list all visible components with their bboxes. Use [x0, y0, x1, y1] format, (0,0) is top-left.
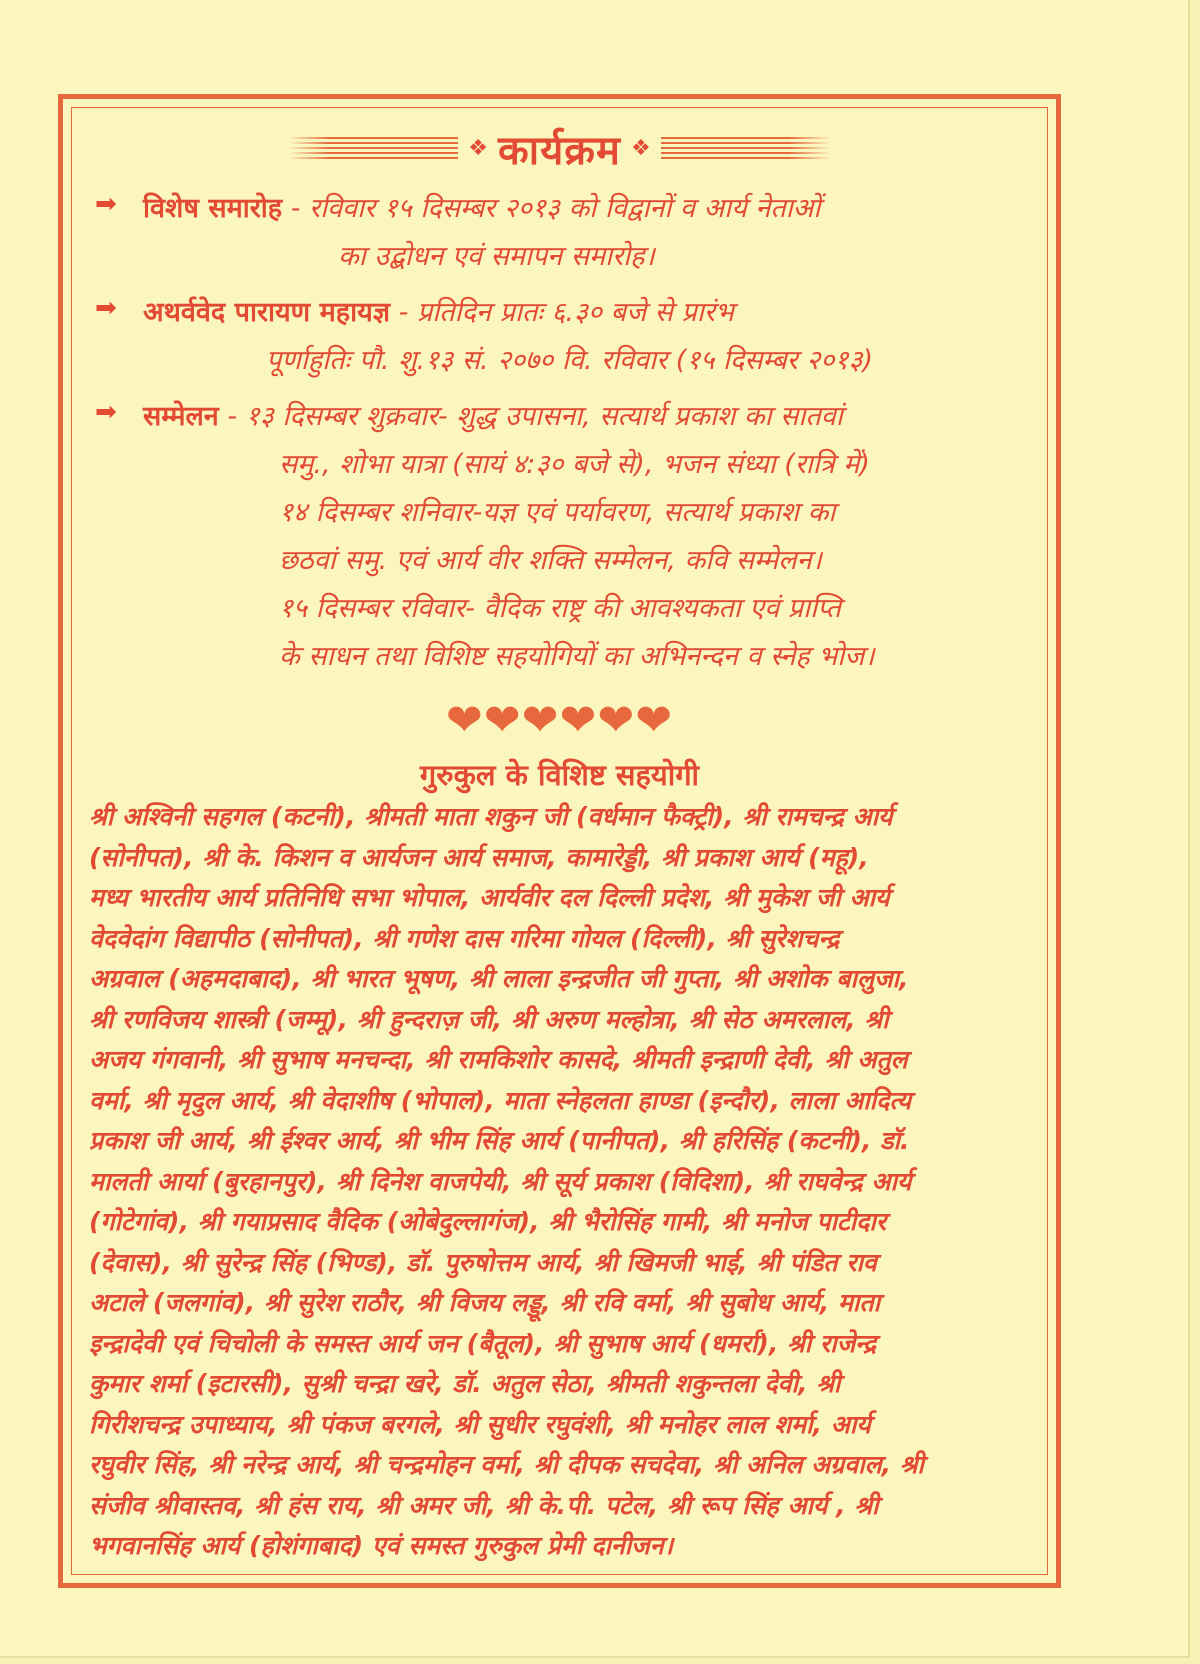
supporters-line: श्री अश्विनी सहगल (कटनी), श्रीमती माता शकुन जी (वर्धमान फैक्ट्री), श्री रामचन्द्र आर्य — [89, 802, 893, 831]
program-title: कार्यक्रम — [498, 127, 621, 174]
supporters-line: वर्मा, श्री मृदुल आर्य, श्री वेदाशीष (भोपाल), माता स्नेहलता हाण्डा (इन्दौर), लाला आदित्य — [89, 1085, 912, 1115]
supporters-list — [81, 797, 1038, 1567]
decorative-rule-left — [288, 137, 458, 159]
arrow-icon: ➡ — [95, 293, 117, 323]
arrow-icon: ➡ — [95, 189, 117, 219]
supporters-line: अग्रवाल (अहमदाबाद), श्री भारत भूषण, श्री लाला इन्द्रजीत जी गुप्ता, श्री अशोक बालुजा, — [89, 964, 909, 993]
program-item-sammelan — [81, 393, 1038, 681]
supporters-line: प्रकाश जी आर्य, श्री ईश्वर आर्य, श्री भीम सिंह आर्य (पानीपत), श्री हरिसिंह (कटनी), डॉ. — [89, 1126, 910, 1155]
supporters-line: वेदवेदांग विद्यापीठ (सोनीपत), श्री गणेश दास गरिमा गोयल (दिल्ली), श्री सुरेशचन्द्र — [89, 923, 840, 953]
supporters-line: श्री रणविजय शास्त्री (जम्मू), श्री हुन्दराज़ जी, श्री अरुण मल्होत्रा, श्री सेठ अमरलाल, श्री — [89, 1004, 889, 1034]
item-label: सम्मेलन — [143, 401, 219, 432]
supporters-line: कुमार शर्मा (इटारसी), सुश्री चन्द्रा खरे, डॉ. अतुल सेठा, श्रीमती शकुन्तला देवी, श्री — [89, 1369, 841, 1398]
supporters-title: गुरुकुल के विशिष्ट सहयोगी — [419, 758, 700, 792]
supporters-line: संजीव श्रीवास्तव, श्री हंस राय, श्री अमर जी, श्री के.पी. पटेल, श्री रूप सिंह आर्य , श्री — [89, 1490, 879, 1520]
arrow-icon: ➡ — [95, 397, 117, 427]
supporters-line: (देवास), श्री सुरेन्द्र सिंह (भिण्ड), डॉ. पुरुषोत्तम आर्य, श्री खिमजी भाई, श्री पंडित राव — [89, 1247, 877, 1277]
item-line — [143, 393, 1038, 441]
decorative-rule-right — [661, 137, 831, 159]
supporters-line: गिरीशचन्द्र उपाध्याय, श्री पंकज बरगले, श्री सुधीर रघुवंशी, श्री मनोहर लाल शर्मा, आर्य — [89, 1409, 871, 1439]
hearts-ornament: ❤❤❤❤❤❤ — [445, 695, 674, 746]
supporters-line: (गोटेगांव), श्री गयाप्रसाद वैदिक (ओबेदुल्लागंज), श्री भैरोसिंह गामी, श्री मनोज पाटीदार — [89, 1207, 887, 1236]
supporters-line: रघुवीर सिंह, श्री नरेन्द्र आर्य, श्री चन्द्रमोहन वर्मा, श्री दीपक सचदेवा, श्री अनिल अग्रवाल, श्री — [89, 1450, 924, 1479]
diamond-icon: ❖ — [468, 135, 489, 161]
program-frame — [58, 94, 1061, 1588]
supporters-line: भगवानसिंह आर्य (होशंगाबाद) एवं समस्त गुरुकुल प्रेमी दानीजन। — [89, 1531, 674, 1560]
program-item-mahayagya — [81, 289, 1038, 385]
item-line: छठवां समु. एवं आर्य वीर शक्ति सम्मेलन, कवि सम्मेलन। — [279, 545, 822, 576]
diamond-icon: ❖ — [630, 135, 651, 161]
item-text: - १३ दिसम्बर शुक्रवार- शुद्ध उपासना, सत्यार्थ प्रकाश का सातवां — [218, 401, 843, 432]
item-line: पूर्णाहुतिः पौ. शु.१३ सं. २०७० वि. रविवार (१५ दिसम्बर २०१३) — [266, 345, 874, 376]
supporters-line: (सोनीपत), श्री के. किशन व आर्यजन आर्य समाज, कामारेड्डी, श्री प्रकाश आर्य (महू), — [89, 842, 869, 872]
supporters-line: मध्य भारतीय आर्य प्रतिनिधि सभा भोपाल, आर्यवीर दल दिल्ली प्रदेश, श्री मुकेश जी आर्य — [89, 883, 890, 912]
item-label: विशेष समारोह — [143, 193, 283, 224]
item-line — [143, 185, 1038, 233]
supporters-line: अजय गंगवानी, श्री सुभाष मनचन्दा, श्री रामकिशोर कासदे, श्रीमती इन्द्राणी देवी, श्री अतुल — [89, 1045, 908, 1074]
item-line: का उद्बोधन एवं समापन समारोह। — [338, 241, 655, 272]
item-label: अथर्ववेद पारायण महायज्ञ — [143, 297, 391, 328]
item-line: १४ दिसम्बर शनिवार-यज्ञ एवं पर्यावरण, सत्यार्थ प्रकाश का — [279, 497, 836, 528]
item-line: समु., शोभा यात्रा (सायं ४:३० बजे से), भजन संध्या (रात्रि में) — [279, 449, 870, 480]
program-content — [81, 119, 1038, 1567]
supporters-line: इन्द्रादेवी एवं चिचोली के समस्त आर्य जन (बैतूल), श्री सुभाष आर्य (धमर्रा), श्री राजेन्द्र — [89, 1328, 877, 1358]
program-heading — [81, 119, 1038, 177]
program-item-special-ceremony — [81, 185, 1038, 281]
item-line — [143, 289, 1038, 337]
item-line: के साधन तथा विशिष्ट सहयोगियों का अभिनन्दन व स्नेह भोज। — [279, 641, 875, 672]
supporters-line: मालती आर्या (बुरहानपुर), श्री दिनेश वाजपेयी, श्री सूर्य प्रकाश (विदिशा), श्री राघवेन्द्र आर्य — [89, 1166, 912, 1196]
item-text: - रविवार १५ दिसम्बर २०१३ को विद्वानों व आर्य नेताओं — [282, 193, 821, 224]
item-text: - प्रतिदिन प्रातः ६.३० बजे से प्रारंभ — [390, 297, 734, 328]
supporters-line: अटाले (जलगांव), श्री सुरेश राठौर, श्री विजय लड्डू, श्री रवि वर्मा, श्री सुबोध आर्य, माता — [89, 1288, 881, 1317]
item-line: १५ दिसम्बर रविवार- वैदिक राष्ट्र की आवश्यकता एवं प्राप्ति — [279, 593, 841, 624]
